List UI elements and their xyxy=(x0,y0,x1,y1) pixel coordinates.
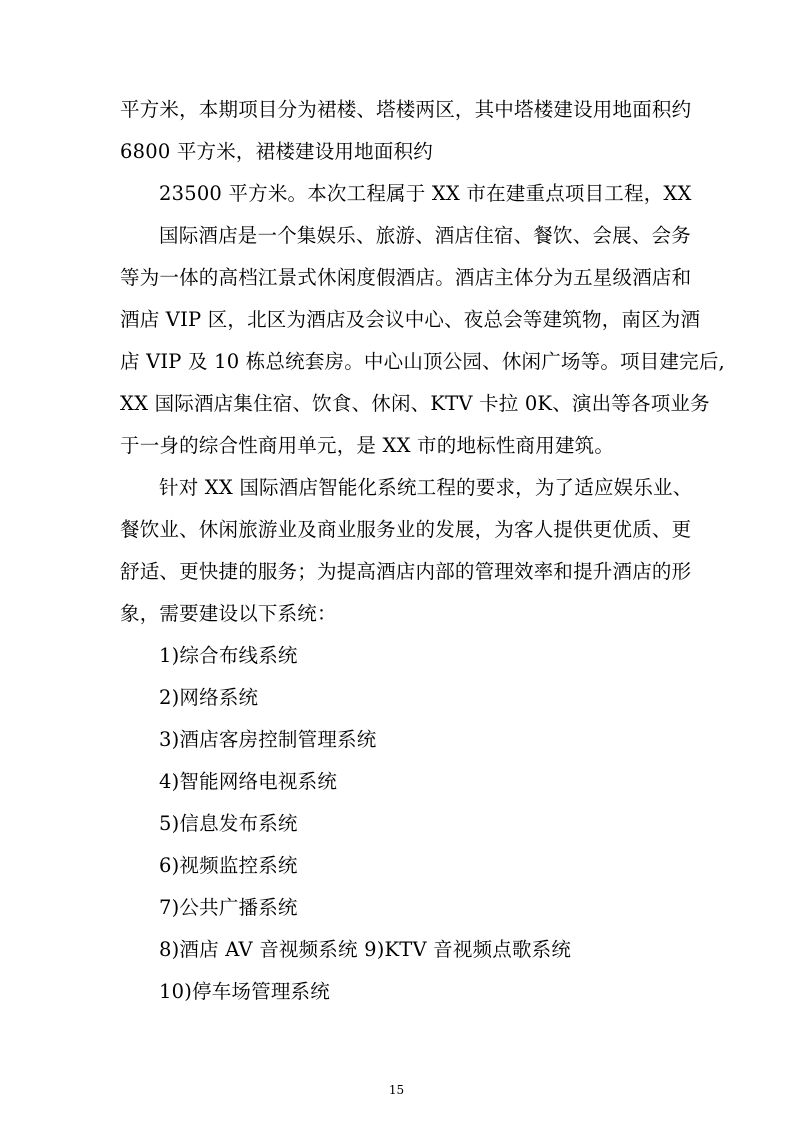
text-line: XX 国际酒店集住宿、饮食、休闲、KTV 卡拉 0K、演出等各项业务 xyxy=(120,392,710,415)
text-line: 餐饮业、休闲旅游业及商业服务业的发展，为客人提供更优质、更 xyxy=(120,518,692,541)
list-item: 7)公共广播系统 xyxy=(159,896,298,919)
list-item: 10)停车场管理系统 xyxy=(159,980,330,1003)
list-item: 6)视频监控系统 xyxy=(159,854,298,877)
list-item: 1)综合布线系统 xyxy=(159,644,298,667)
list-item: 8)酒店 AV 音视频系统 9)KTV 音视频点歌系统 xyxy=(159,938,572,961)
list-item: 4)智能网络电视系统 xyxy=(159,770,338,793)
text-line: 等为一体的高档江景式休闲度假酒店。酒店主体分为五星级酒店和 xyxy=(120,266,692,289)
list-item: 3)酒店客房控制管理系统 xyxy=(159,728,377,751)
text-line: 23500 平方米。本次工程属于 XX 市在建重点项目工程，XX xyxy=(159,182,692,205)
text-line: 酒店 VIP 区，北区为酒店及会议中心、夜总会等建筑物，南区为酒 xyxy=(120,308,701,331)
text-line: 店 VIP 及 10 栋总统套房。中心山顶公园、休闲广场等。项目建完后, xyxy=(120,350,725,373)
list-item: 2)网络系统 xyxy=(159,686,259,709)
text-line: 舒适、更快捷的服务；为提高酒店内部的管理效率和提升酒店的形 xyxy=(120,560,692,583)
text-line: 于一身的综合性商用单元，是 XX 市的地标性商用建筑。 xyxy=(120,434,615,457)
text-line: 国际酒店是一个集娱乐、旅游、酒店住宿、餐饮、会展、会务 xyxy=(159,224,691,247)
text-line: 象，需要建设以下系统： xyxy=(120,602,337,625)
list-item: 5)信息发布系统 xyxy=(159,812,298,835)
text-line: 针对 XX 国际酒店智能化系统工程的要求，为了适应娱乐业、 xyxy=(159,476,693,499)
text-line: 6800 平方米，裙楼建设用地面积约 xyxy=(120,140,433,163)
text-line: 平方米，本期项目分为裙楼、塔楼两区，其中塔楼建设用地面积约 xyxy=(120,98,692,121)
page-number: 15 xyxy=(388,1083,405,1097)
